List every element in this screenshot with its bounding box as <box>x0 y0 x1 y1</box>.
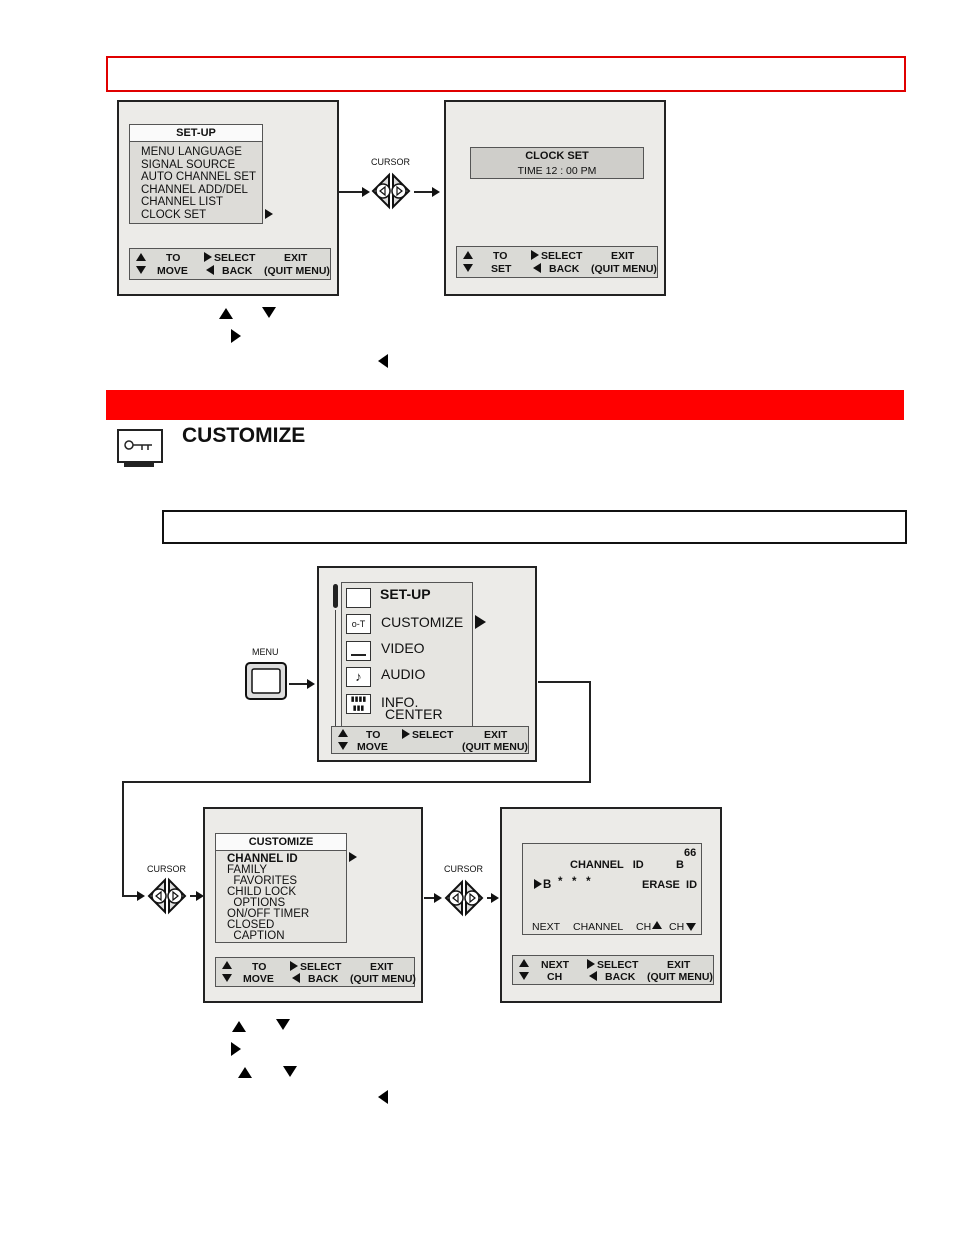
flow-arrow-head-icon <box>307 679 315 689</box>
menu-item-on-off-timer[interactable]: ON/OFF TIMER <box>227 908 310 920</box>
clock-set-screen <box>444 100 666 296</box>
blank-icon <box>346 588 371 608</box>
select-arrow-icon <box>402 729 410 739</box>
flow-arrow-head-icon <box>434 893 442 903</box>
video-icon-bar <box>351 654 366 656</box>
menu-item-favorites[interactable]: FAVORITES <box>227 875 298 887</box>
video-icon <box>346 641 371 661</box>
key-tv-icon <box>116 428 166 470</box>
down-arrow-icon <box>222 974 232 982</box>
down-arrow-icon <box>463 264 473 272</box>
selected-arrow-icon <box>265 209 273 219</box>
menu-item-video[interactable]: VIDEO <box>381 640 425 656</box>
back-arrow-icon <box>292 973 300 983</box>
back-arrow-icon <box>589 971 597 981</box>
menu-item-info[interactable]: INFO. <box>381 694 419 710</box>
nav-back: BACK <box>308 973 339 985</box>
nav-next: NEXT <box>541 959 570 971</box>
select-arrow-icon <box>204 252 212 262</box>
top-header-box <box>106 56 906 92</box>
down-arrow-icon <box>276 1019 290 1030</box>
select-arrow-icon <box>531 250 539 260</box>
up-arrow-icon <box>222 961 232 969</box>
info-icon: ▮▮▮▮ ▮▮▮ <box>346 694 371 714</box>
connector-line <box>122 781 591 783</box>
nav-set: SET <box>491 263 512 275</box>
menu-item-language[interactable]: MENU LANGUAGE <box>141 146 242 158</box>
entry-arrow-icon <box>534 879 542 889</box>
up-arrow-icon <box>652 921 662 929</box>
menu-item-child-lock[interactable]: CHILD LOCK <box>227 886 297 898</box>
up-arrow-icon <box>232 1021 246 1032</box>
nav-exit: EXIT <box>667 959 691 971</box>
customize-menu-title: CUSTOMIZE <box>215 833 347 851</box>
down-arrow-icon <box>338 742 348 750</box>
connector-line <box>538 681 591 683</box>
cursor-label: CURSOR <box>444 864 484 874</box>
menu-item-channel-list[interactable]: CHANNEL LIST <box>141 196 224 208</box>
menu-item-options[interactable]: OPTIONS <box>227 897 286 909</box>
menu-item-audio[interactable]: AUDIO <box>381 666 426 682</box>
down-arrow-icon <box>136 266 146 274</box>
nav-exit: EXIT <box>284 252 308 264</box>
cursor-button-icon[interactable] <box>145 876 189 916</box>
erase-id-option[interactable]: ERASE ID <box>642 879 698 891</box>
nav-to: TO <box>252 961 267 973</box>
channel-id-entry[interactable]: B <box>543 879 552 891</box>
up-arrow-icon <box>338 729 348 737</box>
down-arrow-icon <box>686 923 696 931</box>
customize-screen <box>203 807 423 1003</box>
up-arrow-icon <box>463 251 473 259</box>
channel-number: 66 <box>684 847 697 859</box>
connector-line <box>122 781 124 896</box>
cursor-label: CURSOR <box>371 157 411 167</box>
cursor-button-icon[interactable] <box>442 878 486 918</box>
connector-line <box>589 681 591 783</box>
up-arrow-icon <box>219 308 233 319</box>
cursor-label: CURSOR <box>147 864 187 874</box>
menu-item-customize[interactable]: CUSTOMIZE <box>381 614 464 630</box>
main-menu-screen <box>317 566 537 762</box>
selected-arrow-icon <box>475 615 486 629</box>
cursor-button-icon[interactable] <box>369 171 413 211</box>
nav-back: BACK <box>549 263 580 275</box>
nav-select: SELECT <box>214 252 256 264</box>
back-arrow-icon <box>206 265 214 275</box>
flow-arrow-line <box>414 191 434 193</box>
setup-screen <box>117 100 339 296</box>
nav-exit: EXIT <box>484 729 508 741</box>
flow-arrow-head-icon <box>137 891 145 901</box>
menu-item-setup[interactable]: SET-UP <box>380 586 431 602</box>
menu-button-icon[interactable] <box>244 661 288 701</box>
menu-left-rail <box>333 584 338 608</box>
menu-item-center[interactable]: CENTER <box>385 706 443 722</box>
footer-channel: CHANNEL <box>573 921 624 933</box>
nav-back: BACK <box>222 265 253 277</box>
menu-item-closed[interactable]: CLOSED <box>227 919 275 931</box>
down-arrow-icon <box>283 1066 297 1077</box>
back-arrow-icon <box>533 263 541 273</box>
right-arrow-icon <box>231 1042 241 1056</box>
menu-item-signal-source[interactable]: SIGNAL SOURCE <box>141 159 236 171</box>
key-icon: o-T <box>346 614 371 634</box>
nav-quit-menu: (QUIT MENU) <box>350 973 416 985</box>
menu-button-label: MENU <box>252 647 279 657</box>
up-arrow-icon <box>136 253 146 261</box>
clock-time-value: TIME 12 : 00 PM <box>517 165 597 177</box>
channel-id-stars: * * * <box>558 876 591 888</box>
nav-to: TO <box>493 250 508 262</box>
main-menu-nav-bar <box>331 726 529 754</box>
left-arrow-icon <box>378 1090 388 1104</box>
nav-quit-menu: (QUIT MENU) <box>264 265 330 277</box>
menu-item-channel-id[interactable]: CHANNEL ID <box>227 853 298 865</box>
select-arrow-icon <box>587 959 595 969</box>
footer-next: NEXT <box>532 921 561 933</box>
channel-id-heading: CHANNEL ID <box>570 859 644 871</box>
menu-item-family[interactable]: FAMILY <box>227 864 268 876</box>
nav-to: TO <box>166 252 181 264</box>
nav-exit: EXIT <box>611 250 635 262</box>
menu-item-channel-add-del[interactable]: CHANNEL ADD/DEL <box>141 184 248 196</box>
nav-select: SELECT <box>597 959 639 971</box>
select-arrow-icon <box>290 961 298 971</box>
nav-ch: CH <box>547 971 563 983</box>
setup-menu-title: SET-UP <box>129 124 263 142</box>
right-arrow-icon <box>231 329 241 343</box>
nav-select: SELECT <box>300 961 342 973</box>
nav-quit-menu: (QUIT MENU) <box>647 971 713 983</box>
customize-title: CUSTOMIZE <box>182 424 306 447</box>
clock-nav-bar <box>456 246 658 278</box>
up-arrow-icon <box>238 1067 252 1078</box>
left-arrow-icon <box>378 354 388 368</box>
menu-left-rail-line <box>335 610 336 730</box>
instruction-box <box>162 510 907 544</box>
nav-quit-menu: (QUIT MENU) <box>591 263 657 275</box>
flow-arrow-line <box>289 683 309 685</box>
nav-quit-menu: (QUIT MENU) <box>462 741 528 753</box>
customize-nav-bar <box>215 957 415 987</box>
down-arrow-icon <box>262 307 276 318</box>
nav-to: TO <box>366 729 381 741</box>
flow-arrow-head-icon <box>432 187 440 197</box>
channel-id-letter: B <box>676 859 684 871</box>
nav-move: MOVE <box>357 741 388 753</box>
channel-id-screen <box>500 807 722 1003</box>
nav-select: SELECT <box>541 250 583 262</box>
footer-ch-down: CH <box>669 921 685 933</box>
section-red-bar <box>106 390 904 420</box>
up-arrow-icon <box>519 959 529 967</box>
nav-select: SELECT <box>412 729 454 741</box>
clock-set-title: CLOCK SET <box>525 150 589 162</box>
down-arrow-icon <box>519 972 529 980</box>
flow-arrow-head-icon <box>491 893 499 903</box>
setup-nav-bar <box>129 248 331 280</box>
music-note-icon: ♪ <box>346 667 371 687</box>
nav-exit: EXIT <box>370 961 394 973</box>
menu-item-clock-set[interactable]: CLOCK SET <box>141 209 207 221</box>
channel-id-nav-bar <box>512 955 714 985</box>
nav-move: MOVE <box>157 265 188 277</box>
footer-ch-up: CH <box>636 921 652 933</box>
nav-move: MOVE <box>243 973 274 985</box>
nav-back: BACK <box>605 971 636 983</box>
selected-arrow-icon <box>349 852 357 862</box>
menu-item-caption[interactable]: CAPTION <box>227 930 285 942</box>
menu-item-auto-channel-set[interactable]: AUTO CHANNEL SET <box>141 171 257 183</box>
